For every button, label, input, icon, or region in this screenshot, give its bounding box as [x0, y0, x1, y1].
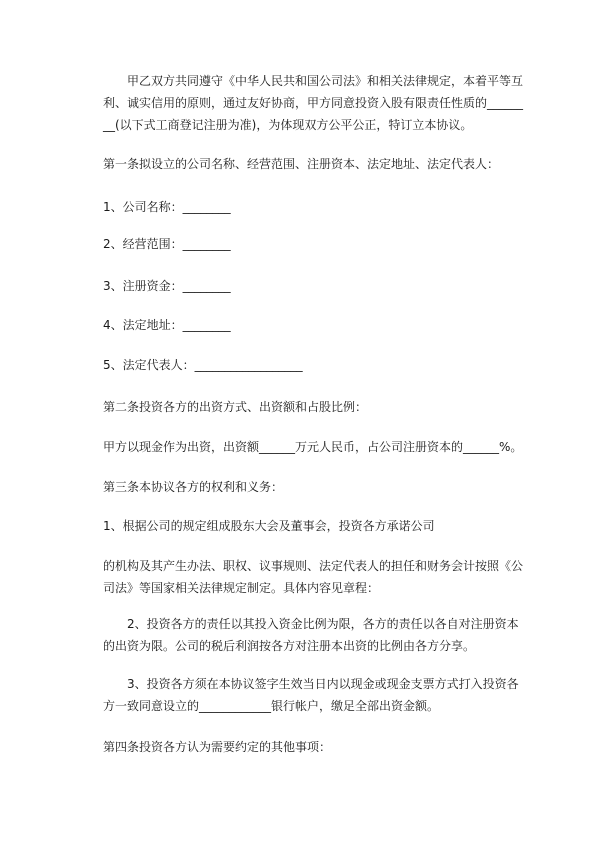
intro-paragraph: 甲乙双方共同遵守《中华人民共和国公司法》和相关法律规定，本着平等互利、诚实信用的原则，通过友好协商，甲方同意投资入股有限责任性质的________(以下式工商登记注册为准)，为体现双方公平公正，特订立本协议。	[103, 74, 524, 132]
article-4-heading: 第四条投资各方认为需要约定的其他事项：	[103, 740, 332, 754]
article-1-item-legal-representative: 5、法定代表人：__________________	[103, 358, 303, 372]
article-1-item-legal-address: 4、法定地址：________	[103, 318, 231, 332]
article-3-item-3: 3、投资各方须在本协议签字生效当日内以现金或现金支票方式打入投资各方一致同意设立的____________银行帐户，缴足全部出资金额。	[103, 677, 519, 713]
article-1-item-registered-capital: 3、注册资金：________	[103, 279, 231, 293]
article-3-item-1: 1、根据公司的规定组成股东大会及董事会，投资各方承诺公司	[103, 519, 435, 533]
article-3-item-2: 2、投资各方的责任以其投入资金比例为限，各方的责任以各自对注册资本的出资为限。公司的税后利润按各方对注册本出资的比例由各方分享。	[103, 617, 519, 653]
article-1-heading: 第一条拟设立的公司名称、经营范围、注册资本、法定地址、法定代表人：	[103, 157, 500, 171]
article-2-body: 甲方以现金作为出资，出资额______万元人民币，占公司注册资本的______%。	[103, 440, 523, 454]
article-1-item-business-scope: 2、经营范围：________	[103, 237, 231, 251]
article-2-heading: 第二条投资各方的出资方式、出资额和占股比例：	[103, 400, 368, 414]
article-3-item-1-continued: 的机构及其产生办法、职权、议事规则、法定代表人的担任和财务会计按照《公司法》等国家相关法律规定制定。具体内容见章程：	[103, 559, 524, 595]
article-3-heading: 第三条本协议各方的权利和义务：	[103, 480, 284, 494]
article-1-item-company-name: 1、公司名称：________	[103, 200, 231, 214]
